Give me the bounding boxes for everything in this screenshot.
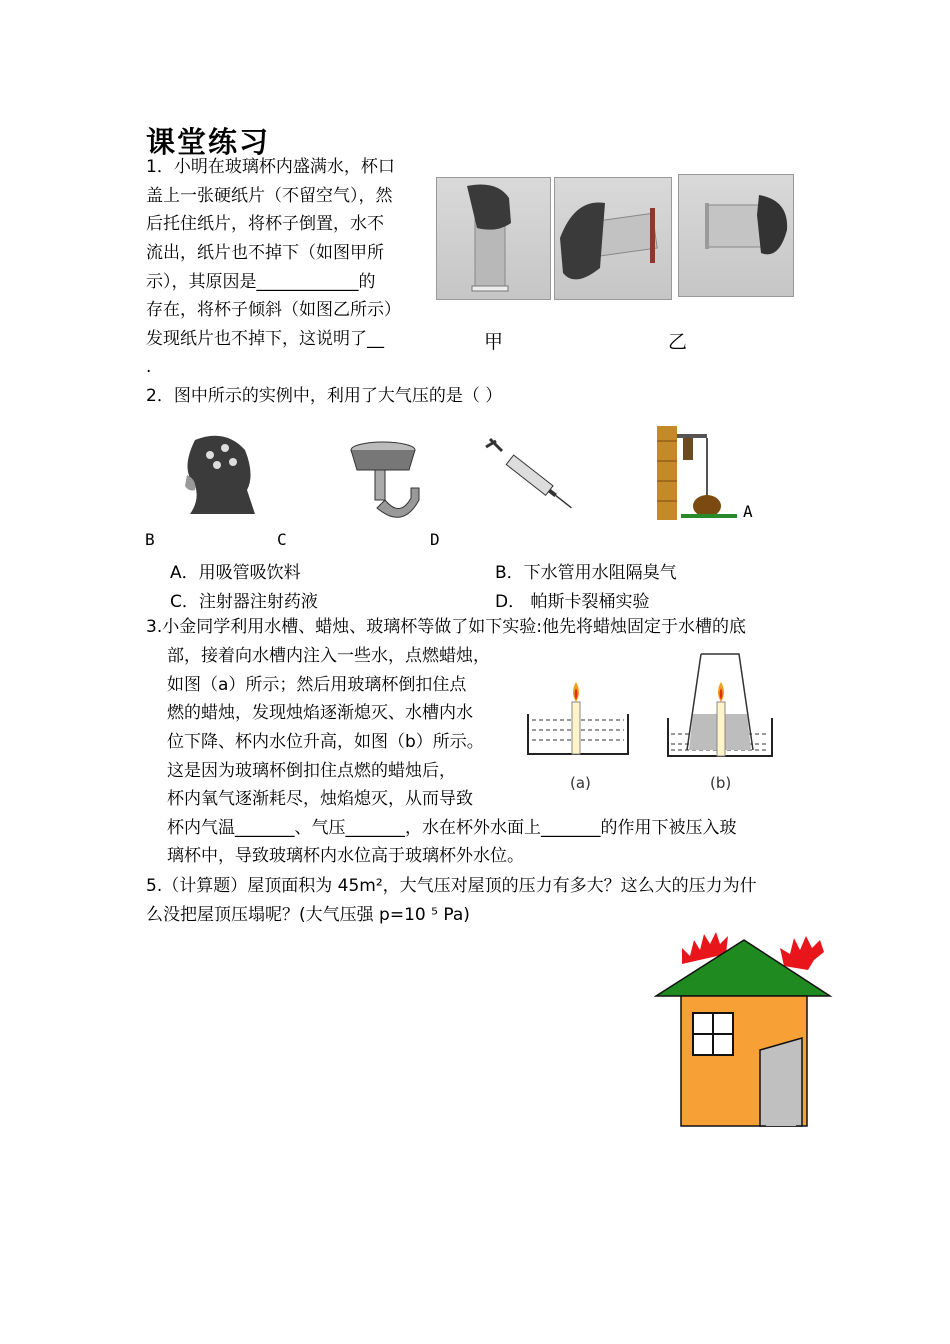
q2-stem: 2．图中所示的实例中，利用了大气压的是（ ） [146,386,503,406]
figure-a-candle-tank [524,680,632,760]
label-jia: 甲 [484,331,504,353]
figure-b-label: (b) [710,774,732,792]
photo-cup-inverted [436,177,551,300]
q3-line: 璃杯中，导致玻璃杯内水位高于玻璃杯外水位。 [167,846,524,866]
q5-line1: 5.（计算题）屋顶面积为 45m²，大气压对屋顶的压力有多大？这么大的压力为什 [146,876,757,896]
image-label-d: D [430,530,440,549]
q5-line2: 么没把屋顶压塌呢？(大气压强 p=10 ⁵ Pa) [146,905,470,925]
q1-line: 1．小明在玻璃杯内盛满水，杯口 [146,157,395,177]
q3-line: 如图（a）所示；然后用玻璃杯倒扣住点 [167,675,467,695]
q3-line: 燃的蜡烛，发现烛焰逐渐熄灭、水槽内水 [167,703,473,723]
image-straw-drinking [175,430,267,514]
q1-line: 后托住纸片，将杯子倒置，水不 [146,214,384,234]
option-a: A．用吸管吸饮料 [170,563,301,583]
house-illustration [654,926,834,1130]
q3-line: 杯内氧气逐渐耗尽，烛焰熄灭，从而导致 [167,789,473,809]
q1-line: 流出，纸片也不掉下（如图甲所 [146,243,384,263]
q1-line: 示），其原因是____________的 [146,272,376,292]
q3-line: 3.小金同学利用水槽、蜡烛、玻璃杯等做了如下实验:他先将蜡烛固定于水槽的底 [146,617,746,637]
q1-line: 发现纸片也不掉下，这说明了__ [146,329,384,349]
q1-line: 盖上一张硬纸片（不留空气），然 [146,186,393,206]
page-title: 课堂练习 [146,125,271,159]
image-drain-pipe [345,438,427,520]
q3-line: 杯内气温_______、气压_______，水在杯外水面上_______的作用下被压入玻 [167,818,737,838]
q3-line: 这是因为玻璃杯倒扣住点燃的蜡烛后， [167,761,456,781]
q1-line: 存在，将杯子倾斜（如图乙所示） [146,300,401,320]
image-label-a: A [743,502,753,521]
photo-cup-tilted [554,177,672,300]
option-b: B．下水管用水阻隔臭气 [495,563,677,583]
label-yi: 乙 [668,331,688,353]
figure-a-label: (a) [570,774,591,792]
option-d: D． 帕斯卡裂桶实验 [495,592,650,612]
q1-line: . [146,357,152,377]
image-label-c: C [277,530,287,549]
q3-line: 部，接着向水槽内注入一些水，点燃蜡烛， [167,646,490,666]
photo-cup-side [678,174,794,297]
q3-line: 位下降、杯内水位升高，如图（b）所示。 [167,732,484,752]
option-c: C．注射器注射药液 [170,592,318,612]
image-pascal-barrel [657,426,739,520]
image-syringe [482,437,577,517]
figure-b-inverted-cup [665,652,775,762]
image-label-b: B [145,530,155,549]
